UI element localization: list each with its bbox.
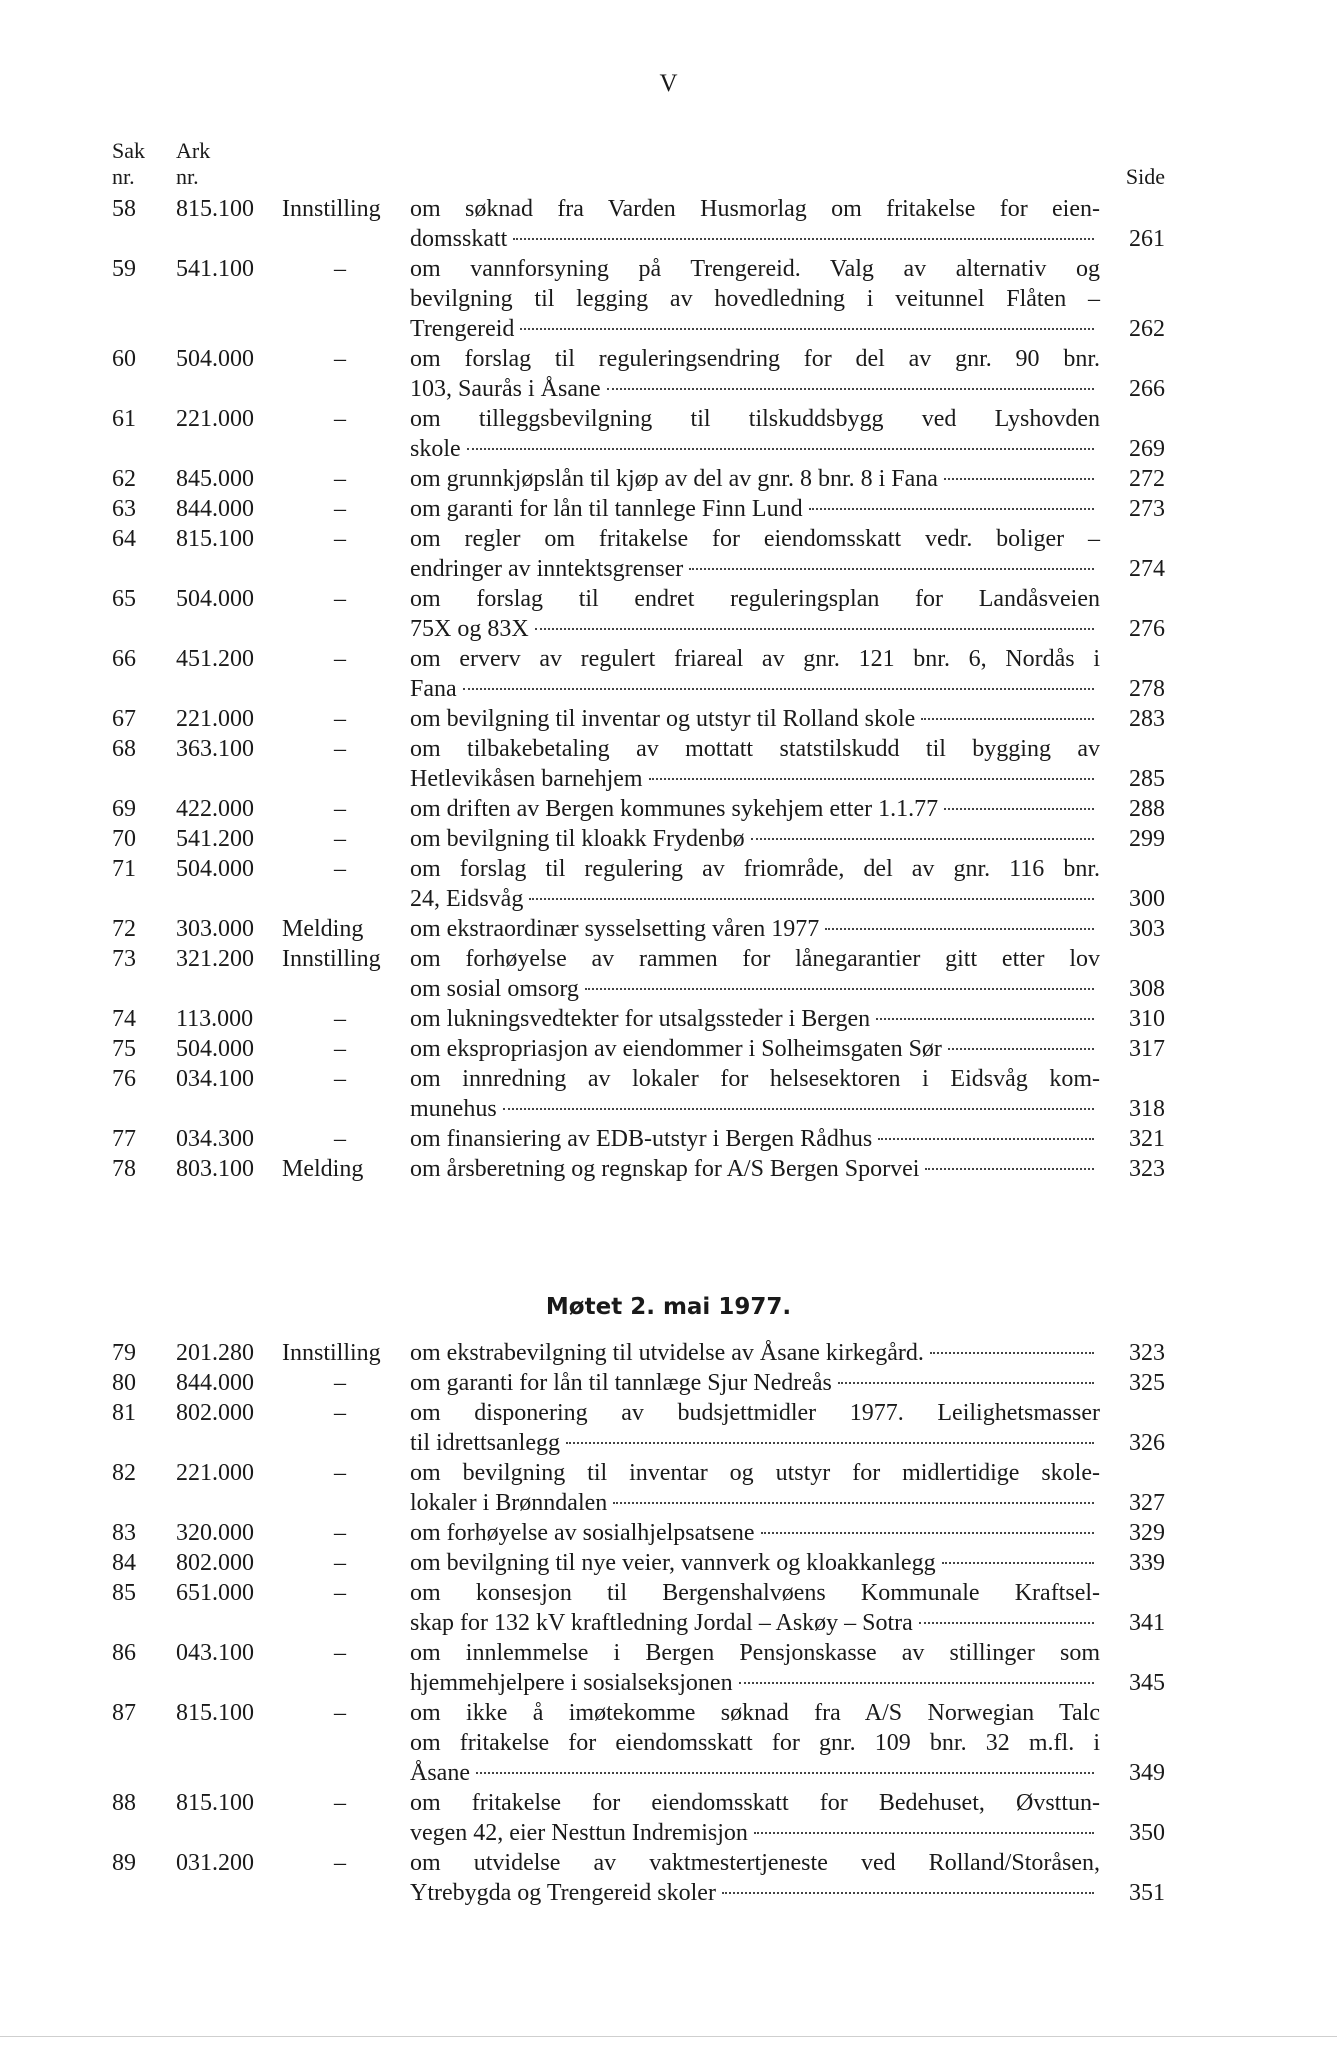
entry-dash: – [334, 1640, 346, 1666]
sak-number: 61 [112, 406, 136, 432]
sak-number: 71 [112, 856, 136, 882]
entry-description-line [410, 764, 1100, 794]
dot-leader [948, 1048, 1094, 1050]
entry-description-text: om garanti for lån til tannlæge Sjur Nedreås [410, 1370, 832, 1396]
archive-number: 113.000 [176, 1006, 254, 1032]
entry-description-line [410, 884, 1100, 914]
entry-description-text: vegen 42, eier Nesttun Indremisjon [410, 1820, 748, 1846]
archive-number: 651.000 [176, 1580, 254, 1606]
archive-number: 034.300 [176, 1126, 254, 1152]
archive-number: 201.280 [176, 1340, 254, 1366]
dot-leader [467, 448, 1094, 450]
archive-number: 422.000 [176, 796, 254, 822]
entry-description-line [410, 464, 1100, 494]
dot-leader [942, 1562, 1094, 1564]
dot-leader [751, 838, 1094, 840]
dot-leader [944, 478, 1094, 480]
entry-dash: – [334, 1850, 346, 1876]
archive-number: 815.100 [176, 1700, 254, 1726]
archive-number: 504.000 [176, 856, 254, 882]
entry-description-line [410, 1518, 1100, 1548]
entry-dash: – [334, 1580, 346, 1606]
entry-description-line [410, 314, 1100, 344]
sak-number: 80 [112, 1370, 136, 1396]
entry-dash: – [334, 1700, 346, 1726]
sak-number: 59 [112, 256, 136, 282]
header-sak-nr: nr. [112, 164, 135, 189]
sak-number: 76 [112, 1066, 136, 1092]
archive-number: 034.100 [176, 1066, 254, 1092]
entry-description-line [410, 1124, 1100, 1154]
page-number-ref: 300 [1129, 886, 1165, 912]
sak-number: 66 [112, 646, 136, 672]
archive-number: 844.000 [176, 1370, 254, 1396]
dot-leader [529, 898, 1094, 900]
sak-number: 69 [112, 796, 136, 822]
entry-description-line [410, 704, 1100, 734]
entry-dash: – [334, 1036, 346, 1062]
sak-number: 79 [112, 1340, 136, 1366]
entry-description-line: om utvidelse av vaktmestertjeneste ved Rolland/Storåsen, [410, 1850, 1100, 1876]
entry-description-line [410, 494, 1100, 524]
entry-description-text: om lukningsvedtekter for utsalgssteder i Bergen [410, 1006, 871, 1032]
dot-leader [761, 1532, 1094, 1534]
archive-number: 504.000 [176, 586, 254, 612]
entry-description-text: skole [410, 436, 461, 462]
entry-description-line [410, 1758, 1100, 1788]
entry-dash: – [334, 1126, 346, 1152]
sak-number: 68 [112, 736, 136, 762]
dot-leader [876, 1018, 1094, 1020]
page-number-ref: 323 [1129, 1156, 1165, 1182]
archive-number: 802.000 [176, 1400, 254, 1426]
entry-dash: – [334, 1550, 346, 1576]
entry-description-line [410, 794, 1100, 824]
entry-dash: – [334, 1066, 346, 1092]
entry-description-line [410, 1004, 1100, 1034]
entry-description-line [410, 1878, 1100, 1908]
entry-description-text: endringer av inntektsgrenser [410, 556, 684, 582]
bottom-rule [0, 2036, 1337, 2037]
entry-description-line [410, 554, 1100, 584]
page-number-ref: 327 [1129, 1490, 1165, 1516]
dot-leader [825, 928, 1094, 930]
entry-dash: – [334, 646, 346, 672]
entry-description-text: om bevilgning til inventar og utstyr til Rolland skole [410, 706, 916, 732]
dot-leader [919, 1622, 1094, 1624]
sak-number: 58 [112, 196, 136, 222]
entry-description-line: om ikke å imøtekomme søknad fra A/S Norwegian Talc [410, 1700, 1100, 1726]
archive-number: 451.200 [176, 646, 254, 672]
dot-leader [566, 1442, 1094, 1444]
page-number-ref: 339 [1129, 1550, 1165, 1576]
sak-number: 62 [112, 466, 136, 492]
page-number-ref: 310 [1129, 1006, 1165, 1032]
page-number-ref: 318 [1129, 1096, 1165, 1122]
page-number-ref: 323 [1129, 1340, 1165, 1366]
entry-description-line [410, 674, 1100, 704]
page-number-ref: 321 [1129, 1126, 1165, 1152]
archive-number: 845.000 [176, 466, 254, 492]
entry-description-text: om ekstrabevilgning til utvidelse av Åsane kirkegård. [410, 1340, 924, 1366]
entry-dash: – [334, 1460, 346, 1486]
dot-leader [878, 1138, 1094, 1140]
dot-leader [809, 508, 1094, 510]
entry-dash: – [334, 1790, 346, 1816]
entry-dash: – [334, 466, 346, 492]
dot-leader [930, 1352, 1094, 1354]
entry-type: Innstilling [282, 1340, 381, 1366]
sak-number: 83 [112, 1520, 136, 1546]
page-number-ref: 317 [1129, 1036, 1165, 1062]
dot-leader [520, 328, 1094, 330]
entry-description-line [410, 824, 1100, 854]
page-number-ref: 262 [1129, 316, 1165, 342]
entry-description-text: munehus [410, 1096, 497, 1122]
page-number-ref: 349 [1129, 1760, 1165, 1786]
sak-number: 89 [112, 1850, 136, 1876]
entry-dash: – [334, 496, 346, 522]
entry-description-line: om konsesjon til Bergenshalvøens Kommunale Kraftsel- [410, 1580, 1100, 1606]
page-number: V [659, 70, 678, 97]
entry-description-text: 103, Saurås i Åsane [410, 376, 601, 402]
entry-description-line: om forhøyelse av rammen for lånegarantier gitt etter lov [410, 946, 1100, 972]
dot-leader [739, 1682, 1094, 1684]
page-number-ref: 351 [1129, 1880, 1165, 1906]
sak-number: 82 [112, 1460, 136, 1486]
entry-description-line: om erverv av regulert friareal av gnr. 121 bnr. 6, Nordås i [410, 646, 1100, 672]
entry-description-text: om ekspropriasjon av eiendommer i Solheimsgaten Sør [410, 1036, 942, 1062]
dot-leader [513, 238, 1094, 240]
dot-leader [754, 1832, 1094, 1834]
page-number-ref: 273 [1129, 496, 1165, 522]
archive-number: 320.000 [176, 1520, 254, 1546]
sak-number: 73 [112, 946, 136, 972]
entry-description-line [410, 1818, 1100, 1848]
page-number-ref: 329 [1129, 1520, 1165, 1546]
entry-description-text: om garanti for lån til tannlege Finn Lund [410, 496, 803, 522]
entry-description-text: Hetlevikåsen barnehjem [410, 766, 643, 792]
dot-leader [838, 1382, 1094, 1384]
entry-description-line [410, 1428, 1100, 1458]
entry-description-line: bevilgning til legging av hovedledning i veitunnel Flåten – [410, 286, 1100, 312]
sak-number: 85 [112, 1580, 136, 1606]
archive-number: 815.100 [176, 1790, 254, 1816]
dot-leader [476, 1772, 1094, 1774]
archive-number: 541.100 [176, 256, 254, 282]
entry-description-text: om årsberetning og regnskap for A/S Bergen Sporvei [410, 1156, 920, 1182]
entry-type: Innstilling [282, 196, 381, 222]
entry-dash: – [334, 736, 346, 762]
entry-description-line [410, 1338, 1100, 1368]
entry-description-line: om forslag til endret reguleringsplan for Landåsveien [410, 586, 1100, 612]
header-ark [176, 138, 210, 190]
entry-description-text: om grunnkjøpslån til kjøp av del av gnr. 8 bnr. 8 i Fana [410, 466, 938, 492]
entry-description-line: om disponering av budsjettmidler 1977. Leilighetsmasser [410, 1400, 1100, 1426]
entry-dash: – [334, 586, 346, 612]
entry-dash: – [334, 256, 346, 282]
entry-description-text: Åsane [410, 1760, 470, 1786]
entry-description-text: Fana [410, 676, 457, 702]
header-ark-nr: nr. [176, 164, 199, 189]
sak-number: 75 [112, 1036, 136, 1062]
page-number-ref: 341 [1129, 1610, 1165, 1636]
page-number-ref: 276 [1129, 616, 1165, 642]
page-number-ref: 272 [1129, 466, 1165, 492]
entry-description-line [410, 1608, 1100, 1638]
sak-number: 63 [112, 496, 136, 522]
sak-number: 81 [112, 1400, 136, 1426]
entry-description-line: om bevilgning til inventar og utstyr for midlertidige skole- [410, 1460, 1100, 1486]
page-number-ref: 326 [1129, 1430, 1165, 1456]
header-sak [112, 138, 145, 190]
entry-description-line: om fritakelse for eiendomsskatt for gnr. 109 bnr. 32 m.fl. i [410, 1730, 1100, 1756]
page-number-ref: 345 [1129, 1670, 1165, 1696]
sak-number: 84 [112, 1550, 136, 1576]
entry-description-text: om driften av Bergen kommunes sykehjem etter 1.1.77 [410, 796, 939, 822]
archive-number: 802.000 [176, 1550, 254, 1576]
dot-leader [649, 778, 1094, 780]
section-heading: Møtet 2. mai 1977. [545, 1294, 792, 1320]
archive-number: 541.200 [176, 826, 254, 852]
entry-dash: – [334, 406, 346, 432]
sak-number: 64 [112, 526, 136, 552]
sak-number: 72 [112, 916, 136, 942]
archive-number: 363.100 [176, 736, 254, 762]
header-sak-label: Sak [112, 138, 145, 163]
entry-description-line [410, 974, 1100, 1004]
entry-dash: – [334, 796, 346, 822]
entry-description-line: om tilleggsbevilgning til tilskuddsbygg ved Lyshovden [410, 406, 1100, 432]
entry-description-line: om forslag til reguleringsendring for del av gnr. 90 bnr. [410, 346, 1100, 372]
entry-description-text: om bevilgning til nye veier, vannverk og kloakkanlegg [410, 1550, 936, 1576]
entry-description-text: om forhøyelse av sosialhjelpsatsene [410, 1520, 755, 1546]
archive-number: 803.100 [176, 1156, 254, 1182]
entry-description-text: om finansiering av EDB-utstyr i Bergen Rådhus [410, 1126, 873, 1152]
dot-leader [535, 628, 1094, 630]
entry-description-line: om forslag til regulering av friområde, del av gnr. 116 bnr. [410, 856, 1100, 882]
entry-description-line [410, 1488, 1100, 1518]
dot-leader [689, 568, 1094, 570]
dot-leader [463, 688, 1094, 690]
archive-number: 303.000 [176, 916, 254, 942]
page-number-ref: 285 [1129, 766, 1165, 792]
page-number-ref: 274 [1129, 556, 1165, 582]
archive-number: 815.100 [176, 196, 254, 222]
dot-leader [921, 718, 1094, 720]
entry-type: Melding [282, 916, 364, 942]
sak-number: 87 [112, 1700, 136, 1726]
entry-description-line [410, 1154, 1100, 1184]
entry-description-line [410, 614, 1100, 644]
entry-dash: – [334, 706, 346, 732]
dot-leader [944, 808, 1094, 810]
sak-number: 60 [112, 346, 136, 372]
entry-description-text: om sosial omsorg [410, 976, 579, 1002]
archive-number: 321.200 [176, 946, 254, 972]
entry-description-line [410, 374, 1100, 404]
page-number-ref: 303 [1129, 916, 1165, 942]
sak-number: 70 [112, 826, 136, 852]
entry-description-text: 24, Eidsvåg [410, 886, 524, 912]
entry-description-text: domsskatt [410, 226, 508, 252]
header-ark-label: Ark [176, 138, 211, 163]
page-number-ref: 278 [1129, 676, 1165, 702]
entry-description-line [410, 224, 1100, 254]
entry-dash: – [334, 1006, 346, 1032]
entry-description-text: skap for 132 kV kraftledning Jordal – Askøy – Sotra [410, 1610, 913, 1636]
entry-dash: – [334, 1520, 346, 1546]
dot-leader [607, 388, 1094, 390]
entry-description-line [410, 1034, 1100, 1064]
sak-number: 77 [112, 1126, 136, 1152]
entry-type: Innstilling [282, 946, 381, 972]
entry-description-text: Ytrebygda og Trengereid skoler [410, 1880, 716, 1906]
archive-number: 221.000 [176, 1460, 254, 1486]
entry-description-text: lokaler i Brønndalen [410, 1490, 608, 1516]
dot-leader [613, 1502, 1094, 1504]
page-number-ref: 283 [1129, 706, 1165, 732]
dot-leader [722, 1892, 1094, 1894]
sak-number: 88 [112, 1790, 136, 1816]
page-number-ref: 266 [1129, 376, 1165, 402]
header-side: Side [1125, 164, 1165, 189]
entry-dash: – [334, 856, 346, 882]
page-number-ref: 350 [1129, 1820, 1165, 1846]
entry-description-text: om ekstraordinær sysselsetting våren 1977 [410, 916, 820, 942]
entry-description-line [410, 914, 1100, 944]
entry-description-line [410, 1094, 1100, 1124]
entry-dash: – [334, 826, 346, 852]
entry-description-text: om bevilgning til kloakk Frydenbø [410, 826, 745, 852]
entry-description-line: om fritakelse for eiendomsskatt for Bedehuset, Øvsttun- [410, 1790, 1100, 1816]
entry-description-line [410, 434, 1100, 464]
archive-number: 815.100 [176, 526, 254, 552]
archive-number: 504.000 [176, 346, 254, 372]
entry-dash: – [334, 526, 346, 552]
entry-description-line: om innlemmelse i Bergen Pensjonskasse av stillinger som [410, 1640, 1100, 1666]
page-number-ref: 269 [1129, 436, 1165, 462]
archive-number: 031.200 [176, 1850, 254, 1876]
sak-number: 78 [112, 1156, 136, 1182]
dot-leader [925, 1168, 1094, 1170]
sak-number: 86 [112, 1640, 136, 1666]
entry-description-line [410, 1548, 1100, 1578]
dot-leader [585, 988, 1094, 990]
page-number-ref: 261 [1129, 226, 1165, 252]
archive-number: 504.000 [176, 1036, 254, 1062]
entry-description-line: om tilbakebetaling av mottatt statstilskudd til bygging av [410, 736, 1100, 762]
dot-leader [503, 1108, 1094, 1110]
entry-description-line: om regler om fritakelse for eiendomsskatt vedr. boliger – [410, 526, 1100, 552]
entry-description-text: til idrettsanlegg [410, 1430, 560, 1456]
sak-number: 74 [112, 1006, 136, 1032]
entry-description-text: Trengereid [410, 316, 515, 342]
sak-number: 67 [112, 706, 136, 732]
entry-dash: – [334, 346, 346, 372]
entry-description-line: om innredning av lokaler for helsesektoren i Eidsvåg kom- [410, 1066, 1100, 1092]
page-number-ref: 325 [1129, 1370, 1165, 1396]
entry-description-text: hjemmehjelpere i sosialseksjonen [410, 1670, 733, 1696]
entry-description-line [410, 1668, 1100, 1698]
page-number-ref: 308 [1129, 976, 1165, 1002]
entry-type: Melding [282, 1156, 364, 1182]
archive-number: 043.100 [176, 1640, 254, 1666]
page-number-ref: 299 [1129, 826, 1165, 852]
page-number-ref: 288 [1129, 796, 1165, 822]
entry-description-line [410, 1368, 1100, 1398]
entry-dash: – [334, 1370, 346, 1396]
entry-description-line: om søknad fra Varden Husmorlag om fritakelse for eien- [410, 196, 1100, 222]
entry-description-line: om vannforsyning på Trengereid. Valg av alternativ og [410, 256, 1100, 282]
archive-number: 221.000 [176, 706, 254, 732]
archive-number: 844.000 [176, 496, 254, 522]
sak-number: 65 [112, 586, 136, 612]
archive-number: 221.000 [176, 406, 254, 432]
entry-description-text: 75X og 83X [410, 616, 529, 642]
entry-dash: – [334, 1400, 346, 1426]
